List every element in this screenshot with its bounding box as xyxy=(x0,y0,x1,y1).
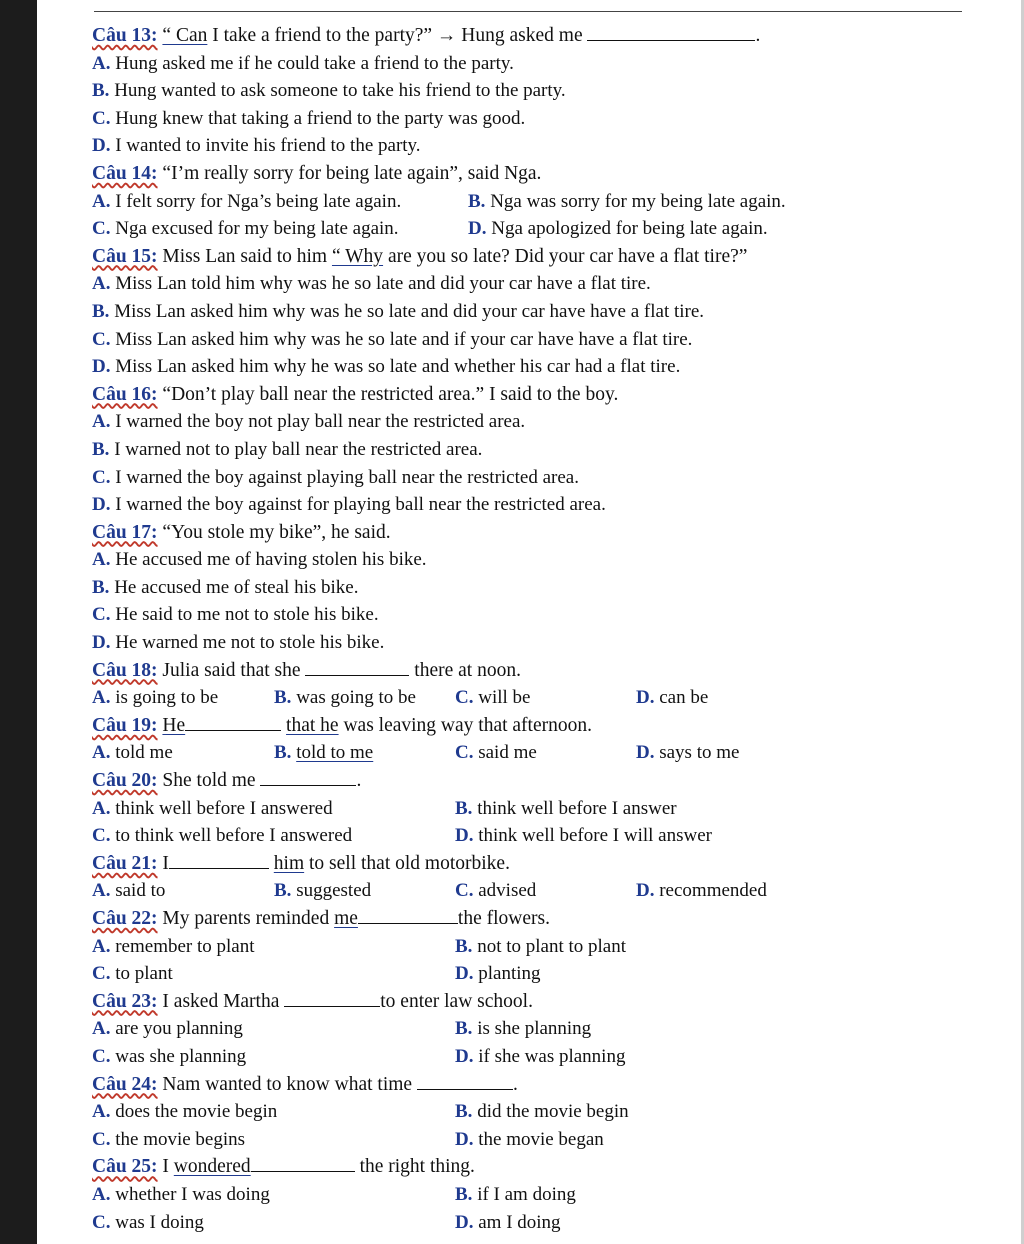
question-number: Câu 18: xyxy=(92,659,158,681)
option-b[interactable]: told to me xyxy=(296,742,374,764)
answer-blank xyxy=(417,1071,513,1090)
option-row: A. are you planning B. is she planning xyxy=(92,1018,592,1040)
stem-part: “You stole my bike”, he said. xyxy=(162,521,391,543)
stem-part: I asked Martha xyxy=(162,990,280,1012)
option-row: D. I wanted to invite his friend to the party. xyxy=(92,135,421,157)
option-b[interactable]: if I am doing xyxy=(477,1183,576,1205)
answer-blank xyxy=(284,988,380,1007)
stem-part: I xyxy=(162,1156,169,1178)
option-c[interactable]: will be xyxy=(478,687,531,709)
option-a[interactable]: think well before I answered xyxy=(115,797,333,819)
option-c[interactable]: was I doing xyxy=(115,1211,204,1233)
stem-part: the right thing. xyxy=(359,1156,475,1178)
option-d[interactable]: planting xyxy=(478,963,541,985)
option-c[interactable]: said me xyxy=(478,742,537,764)
answer-blank xyxy=(185,712,281,731)
option-d[interactable]: if she was planning xyxy=(478,1045,626,1067)
question-25 xyxy=(92,1153,972,1181)
option-row: A. remember to plant B. not to plant to plant xyxy=(92,935,627,957)
option-d[interactable]: Nga apologized for being late again. xyxy=(491,218,768,240)
option-row: C. to think well before I answered D. think well before I will answer xyxy=(92,825,712,847)
question-15 xyxy=(92,243,972,271)
option-row: A. Miss Lan told him why was he so late and did your car have a flat tire. xyxy=(92,273,651,295)
answer-blank xyxy=(358,905,458,924)
option-row: C. was I doing D. am I doing xyxy=(92,1211,561,1233)
option-a[interactable]: I felt sorry for Nga’s being late again. xyxy=(115,190,402,212)
stem-part: that he xyxy=(286,714,339,736)
question-13 xyxy=(92,22,972,50)
option-row: B. Miss Lan asked him why was he so late and did your car have have a flat tire. xyxy=(92,300,705,322)
question-number: Câu 20: xyxy=(92,770,158,792)
option-b[interactable]: suggested xyxy=(296,880,372,902)
stem-part: . xyxy=(356,770,362,792)
option-c[interactable]: advised xyxy=(478,880,537,902)
option-a[interactable]: remember to plant xyxy=(115,935,255,957)
option-a[interactable]: told me xyxy=(115,742,173,764)
option-a[interactable]: are you planning xyxy=(115,1018,243,1040)
question-number: Câu 15: xyxy=(92,245,158,267)
stem-part: to enter law school. xyxy=(380,990,533,1012)
stem-part: He xyxy=(162,714,186,736)
stem-part: “I’m really sorry for being late again”, said Nga. xyxy=(162,162,542,184)
question-18 xyxy=(92,657,972,685)
question-number: Câu 17: xyxy=(92,521,158,543)
answer-blank xyxy=(251,1153,355,1172)
option-b[interactable]: Nga was sorry for my being late again. xyxy=(490,190,786,212)
stem-part: are you so late? Did your car have a flat tire?” xyxy=(387,245,748,267)
option-row: C. He said to me not to stole his bike. xyxy=(92,604,379,626)
question-number: Câu 24: xyxy=(92,1073,158,1095)
question-number: Câu 16: xyxy=(92,383,158,405)
option-row: A. told me B. told to me C. said me D. says to me xyxy=(92,742,740,764)
option-row: A. said to B. suggested C. advised D. recommended xyxy=(92,880,767,902)
option-d[interactable]: recommended xyxy=(659,880,767,902)
option-row: C. Miss Lan asked him why was he so late and if your car have have a flat tire. xyxy=(92,328,693,350)
option-c[interactable]: the movie begins xyxy=(115,1128,246,1150)
option-a[interactable]: whether I was doing xyxy=(115,1183,270,1205)
option-a[interactable]: does the movie begin xyxy=(115,1101,278,1123)
top-rule xyxy=(94,11,962,12)
option-row: A. I warned the boy not play ball near the restricted area. xyxy=(92,411,526,433)
answer-blank xyxy=(169,850,269,869)
option-a[interactable]: He accused me of having stolen his bike. xyxy=(115,549,427,571)
question-23 xyxy=(92,988,972,1016)
option-b[interactable]: was going to be xyxy=(296,687,416,709)
option-row: B. Hung wanted to ask someone to take his friend to the party. xyxy=(92,80,566,102)
option-d[interactable]: Miss Lan asked him why he was so late and whether his car had a flat tire. xyxy=(115,356,681,378)
option-d[interactable]: I wanted to invite his friend to the party. xyxy=(115,135,421,157)
worksheet xyxy=(92,22,972,1236)
option-b[interactable]: think well before I answer xyxy=(477,797,677,819)
option-b[interactable]: not to plant to plant xyxy=(477,935,627,957)
option-row: D. Miss Lan asked him why he was so late and whether his car had a flat tire. xyxy=(92,356,681,378)
question-21 xyxy=(92,850,972,878)
option-row: A. does the movie begin B. did the movie begin xyxy=(92,1101,629,1123)
stem-part: me xyxy=(334,908,358,929)
option-a[interactable]: Miss Lan told him why was he so late and did your car have a flat tire. xyxy=(115,273,651,295)
stem-part: him xyxy=(273,852,305,874)
option-b[interactable]: is she planning xyxy=(477,1018,592,1040)
option-d[interactable]: says to me xyxy=(659,742,740,764)
stem-part: I take a friend to the party?” → Hung asked me xyxy=(212,25,583,46)
option-row: C. Hung knew that taking a friend to the party was good. xyxy=(92,107,526,129)
stem-part: the flowers. xyxy=(457,908,550,929)
option-row: A. is going to be B. was going to be C. will be D. can be xyxy=(92,687,709,709)
stem-part: “Don’t play ball near the restricted area.” I said to the boy. xyxy=(162,383,619,405)
option-b[interactable]: Miss Lan asked him why was he so late and did your car have have a flat tire. xyxy=(114,300,705,322)
option-row: B. He accused me of steal his bike. xyxy=(92,576,359,598)
option-row: A. whether I was doing B. if I am doing xyxy=(92,1183,576,1205)
question-22 xyxy=(92,905,972,933)
option-c[interactable]: I warned the boy against playing ball near the restricted area. xyxy=(115,466,579,488)
question-20 xyxy=(92,767,972,795)
option-b[interactable]: I warned not to play ball near the restricted area. xyxy=(114,438,483,460)
option-row: A. think well before I answered B. think well before I answer xyxy=(92,797,677,819)
stem-part: I xyxy=(162,852,169,874)
option-d[interactable]: can be xyxy=(659,687,709,709)
option-row: B. I warned not to play ball near the restricted area. xyxy=(92,438,483,460)
question-number: Câu 14: xyxy=(92,162,158,184)
stem-part: there at noon. xyxy=(414,659,521,681)
option-row: A. Hung asked me if he could take a friend to the party. xyxy=(92,52,514,74)
question-number: Câu 19: xyxy=(92,714,158,736)
stem-part: . xyxy=(755,25,761,46)
option-row: C. was she planning D. if she was planning xyxy=(92,1045,626,1067)
option-row: C. to plant D. planting xyxy=(92,963,541,985)
option-a[interactable]: Hung asked me if he could take a friend to the party. xyxy=(115,52,514,74)
option-d[interactable]: am I doing xyxy=(478,1211,561,1233)
option-c[interactable]: Hung knew that taking a friend to the party was good. xyxy=(115,107,526,129)
question-19 xyxy=(92,712,972,740)
option-c[interactable]: Miss Lan asked him why was he so late and if your car have have a flat tire. xyxy=(115,328,693,350)
stem-part: . xyxy=(512,1073,518,1095)
stem-part: “ Can xyxy=(162,25,208,46)
stem-part: Julia said that she xyxy=(162,659,301,681)
stem-part: She told me xyxy=(162,770,256,792)
option-b[interactable]: He accused me of steal his bike. xyxy=(114,576,359,598)
left-dark-edge xyxy=(0,0,37,1244)
question-number: Câu 21: xyxy=(92,852,158,874)
option-c[interactable]: to think well before I answered xyxy=(115,825,353,847)
question-14 xyxy=(92,160,972,188)
option-d[interactable]: think well before I will answer xyxy=(478,825,712,847)
option-d[interactable]: the movie began xyxy=(478,1128,604,1150)
option-a[interactable]: is going to be xyxy=(115,687,219,709)
answer-blank xyxy=(305,657,409,676)
question-24 xyxy=(92,1071,972,1099)
stem-part: Miss Lan said to him xyxy=(162,245,328,267)
option-a[interactable]: said to xyxy=(115,880,166,902)
option-row: C. I warned the boy against playing ball near the restricted area. xyxy=(92,466,579,488)
stem-part: My parents reminded xyxy=(162,908,330,929)
option-a[interactable]: I warned the boy not play ball near the restricted area. xyxy=(115,411,526,433)
option-row: C. the movie begins D. the movie began xyxy=(92,1128,604,1150)
option-c[interactable]: He said to me not to stole his bike. xyxy=(115,604,379,626)
option-c[interactable]: was she planning xyxy=(115,1045,247,1067)
question-17 xyxy=(92,519,972,547)
question-16 xyxy=(92,381,972,409)
stem-part: to sell that old motorbike. xyxy=(309,852,510,874)
question-number: Câu 22: xyxy=(92,908,158,929)
question-number: Câu 23: xyxy=(92,990,158,1012)
stem-part: wondered xyxy=(173,1156,251,1178)
option-b[interactable]: Hung wanted to ask someone to take his friend to the party. xyxy=(114,80,566,102)
option-row: A. He accused me of having stolen his bike. xyxy=(92,549,427,571)
option-d[interactable]: I warned the boy against for playing ball near the restricted area. xyxy=(115,494,606,516)
question-number: Câu 13: xyxy=(92,25,158,46)
option-c[interactable]: to plant xyxy=(115,963,173,985)
option-row: D. I warned the boy against for playing ball near the restricted area. xyxy=(92,494,606,516)
option-c[interactable]: Nga excused for my being late again. xyxy=(115,218,399,240)
stem-part: was leaving way that afternoon. xyxy=(343,714,592,736)
option-row: D. He warned me not to stole his bike. xyxy=(92,632,385,654)
option-b[interactable]: did the movie begin xyxy=(477,1101,629,1123)
answer-blank xyxy=(260,767,356,786)
option-d[interactable]: He warned me not to stole his bike. xyxy=(115,632,385,654)
stem-part: Nam wanted to know what time xyxy=(162,1073,413,1095)
option-row: C. Nga excused for my being late again. D. Nga apologized for being late again. xyxy=(92,218,768,240)
stem-part: “ Why xyxy=(331,245,384,267)
question-number: Câu 25: xyxy=(92,1156,158,1178)
answer-blank xyxy=(587,22,755,41)
option-row: A. I felt sorry for Nga’s being late again. B. Nga was sorry for my being late again. xyxy=(92,190,786,212)
